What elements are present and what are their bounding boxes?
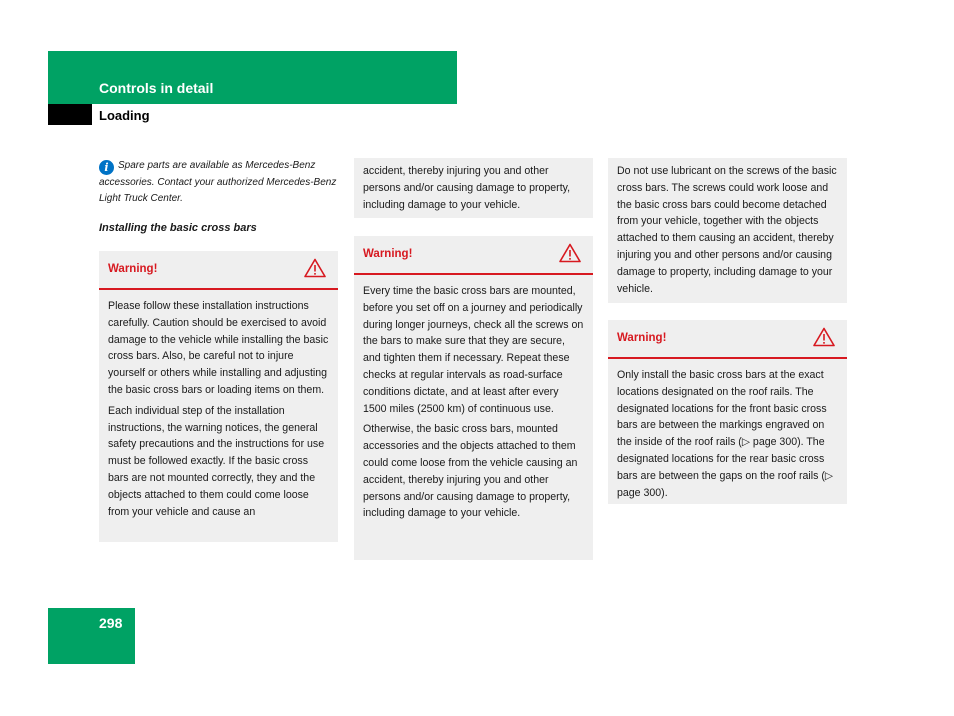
warning-body <box>99 290 338 530</box>
continued-body <box>354 158 593 223</box>
warning-header <box>608 320 847 359</box>
warning-header <box>354 236 593 275</box>
warning-paragraph: Only install the basic cross bars at the exact locations designated on the roof rails. The designated locations for the front basic cross bars are between the markings engraved on the inside of the roof rails (▷ page 300). The designated locations for the rear basic cross bars are between the gaps on the roof rails (▷ page 300). <box>617 369 834 499</box>
page-number: 298 <box>99 615 123 631</box>
warning-box-3 <box>608 320 847 504</box>
warning-box-1 <box>99 251 338 542</box>
subsection-title: Loading <box>99 108 150 123</box>
info-icon: i <box>99 160 114 175</box>
warning-triangle-icon <box>304 258 326 278</box>
warning-label: Warning! <box>108 263 158 275</box>
info-note <box>99 158 339 206</box>
warning-paragraph: Otherwise, the basic cross bars, mounted accessories and the objects attached to them could come loose from the vehicle causing an accident, thereby injuring you and other persons and/or causing damage to property, including damage to your vehicle. <box>363 423 578 520</box>
warning-paragraph: Each individual step of the installation instructions, the warning notices, the general safety precautions and the instructions for use must be followed exactly. If the basic cross bars are not mounted correctly, they and the objects attached to them could come loose from your vehicle and cause an <box>108 404 325 518</box>
continued-box-2 <box>608 158 847 303</box>
warning-paragraph: Every time the basic cross bars are mounted, before you set off on a journey and periodically during longer journeys, check all the screws on the bars to make sure that they are secure, and tighten them if necessary. Repeat these checks at regular intervals as road-surface conditions dictate, and at least after every 1500 miles (2500 km) of continuous use. <box>363 285 584 415</box>
info-note-text: Spare parts are available as Mercedes-Benz accessories. Contact your authorized Mercedes-Benz Light Truck Center. <box>99 160 337 204</box>
warning-triangle-icon <box>559 243 581 263</box>
continued-box-1 <box>354 158 593 218</box>
section-title: Controls in detail <box>99 80 214 96</box>
continued-body <box>608 158 847 307</box>
warning-box-2 <box>354 236 593 560</box>
warning-body <box>608 359 847 511</box>
warning-label: Warning! <box>617 332 667 344</box>
section-tab-marker <box>48 104 92 125</box>
warning-paragraph: Please follow these installation instructions carefully. Caution should be exercised to avoid damage to the vehicle while installing the basic cross bars. Also, be careful not to injure yourself or others while installing and adjusting the basic cross bars or loading items on them. <box>108 300 329 396</box>
warning-triangle-icon <box>813 327 835 347</box>
warning-body <box>354 275 593 532</box>
installing-heading: Installing the basic cross bars <box>99 222 257 234</box>
continued-paragraph: Do not use lubricant on the screws of the basic cross bars. The screws could work loose and the basic cross bars could become detached from your vehicle, together with the objects attached to them causing an accident, thereby injuring you and other persons and/or causing damage to property, including damage to your vehicle. <box>617 165 837 295</box>
warning-header <box>99 251 338 290</box>
header-band <box>48 51 457 104</box>
continued-paragraph: accident, thereby injuring you and other persons and/or causing damage to property, including damage to your vehicle. <box>363 165 571 211</box>
warning-label: Warning! <box>363 248 413 260</box>
